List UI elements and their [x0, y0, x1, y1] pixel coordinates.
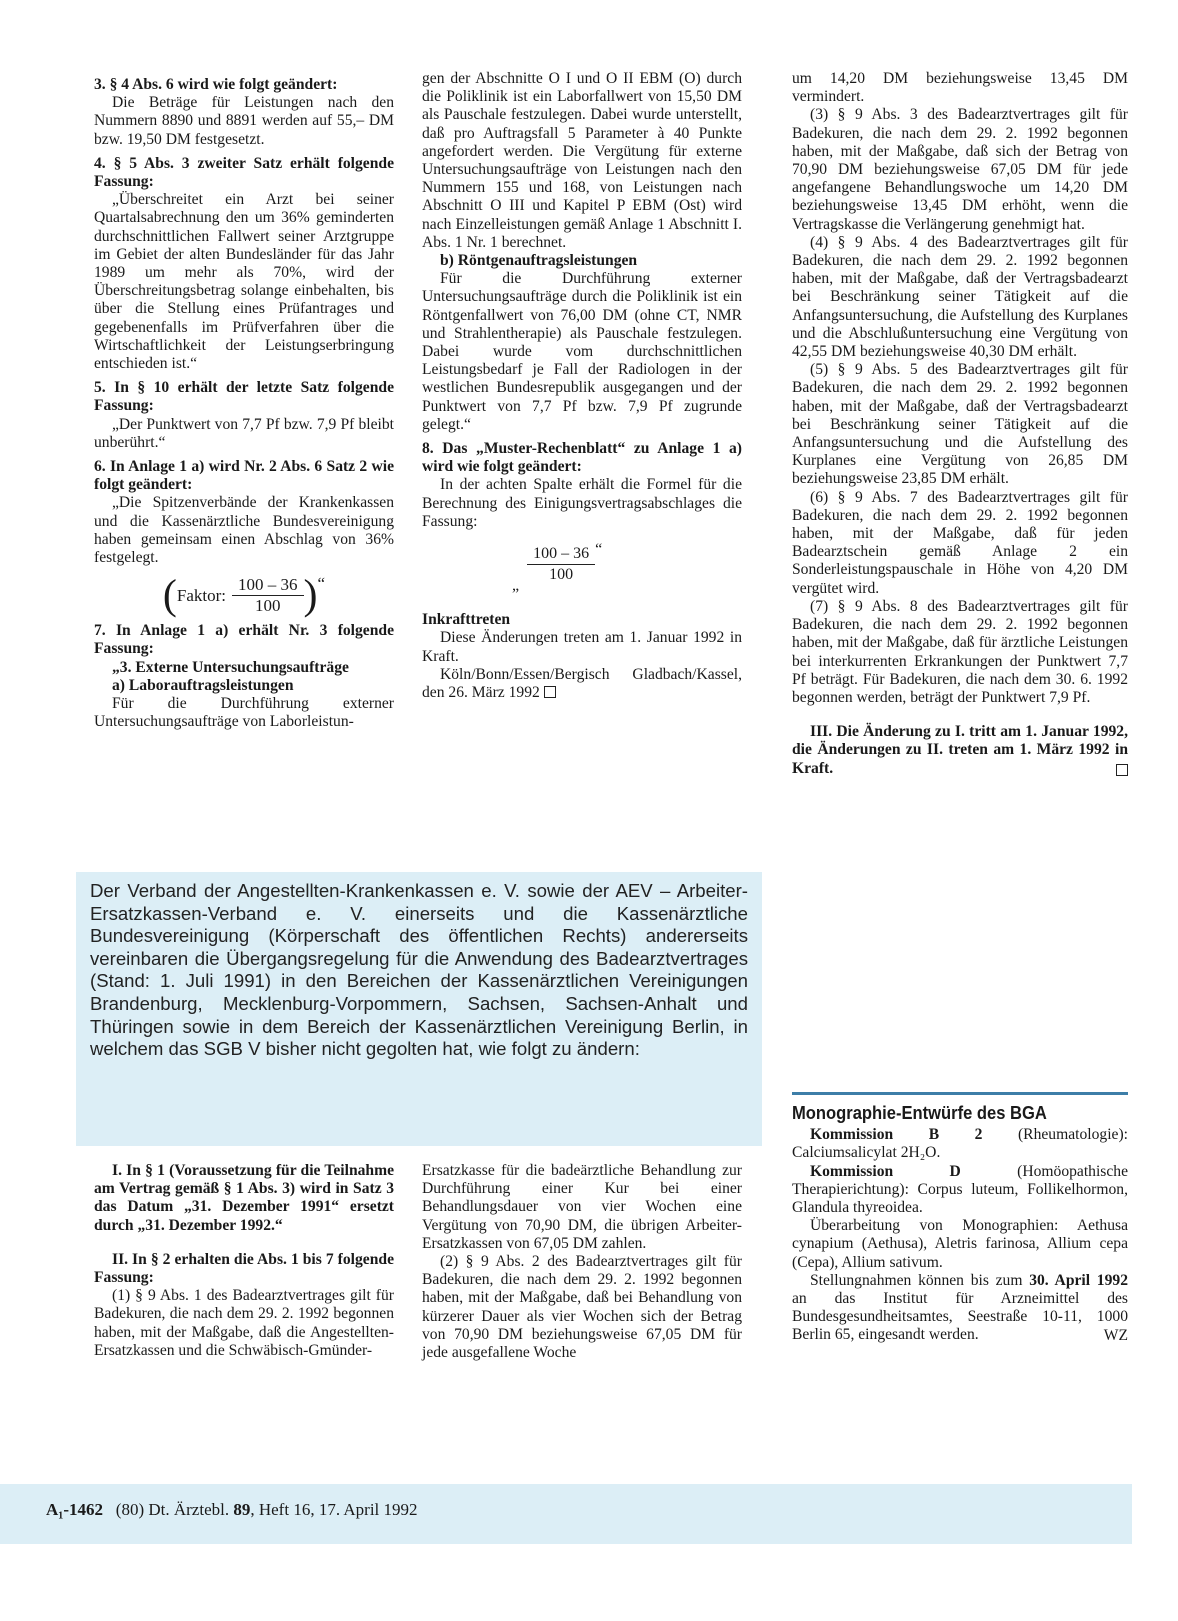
fraction-denominator: 100 [255, 596, 281, 616]
closing-quote: “ [595, 541, 603, 559]
paragraph: um 14,20 DM beziehungsweise 13,45 DM vermindert. [792, 70, 1128, 106]
paragraph: Für die Durchführung externer Untersuchungsaufträge durch die Poliklinik ist ein Röntgenfallwert von 76,00 DM (ohne CT, NMR und Strahlentherapie) als Pauschale festzulegen. Dabei wurde vom durchschnittlichen Leistungsbedarf je Fall der Radiologen in der westlichen Bundesrepublik ausgegangen und der Punktwert von 7,7 Pf bzw. 7,9 Pf zugrunde gelegt.“ [422, 270, 742, 433]
fraction [232, 575, 304, 616]
monographie-section [792, 1104, 1128, 1345]
paragraph: (1) § 9 Abs. 1 des Badearztvertrages gilt für Badekuren, die nach dem 29. 2. 1992 begonnen haben, mit der Maßgabe, daß die Angestellten-Ersatzkassen und die Schwäbisch-Gmünder- [94, 1287, 394, 1359]
lower-left-column [94, 1162, 394, 1360]
fraction-denominator: 100 [549, 565, 574, 583]
paragraph: gen der Abschnitte O I und O II EBM (O) durch die Poliklinik ist ein Laborfallwert von 15,50 DM als Pauschale festzulegen. Dabei wurde unterstellt, daß pro Auftragsfall 5 Parameter à 40 Punkte angefordert werden. Die Vergütung für externe Untersuchungsaufträge von Leistungen nach den Nummern 155 und 168, von Leistungen nach Abschnitt O III und Kapitel P EBM (Ost) wird nach Einzelleistungen gemäß Anlage 1 Abschnitt I. Abs. 1 Nr. 1 berechnet. [422, 70, 742, 251]
paragraph: (3) § 9 Abs. 3 des Badearztvertrages gilt für Badekuren, die nach dem 29. 2. 1992 begonnen haben, mit der Maßgabe, daß sich der Betrag von 70,90 DM beziehungsweise 67,05 DM für jede angefangene Behandlungswoche um 14,20 DM beziehungsweise 13,45 DM erhöht, wenn die Vertragskasse die Verlängerung genehmigt hat. [792, 106, 1128, 233]
paragraph: (5) § 9 Abs. 5 des Badearztvertrages gilt für Badekuren, die nach dem 29. 2. 1992 begonnen haben, mit der Maßgabe, daß der Vertragsbadearzt bei Beschränkung seiner Tätigkeit auf die Anfangsuntersuchung und die Aufstellung des Kurplanes eine Vergütung von 26,85 DM beziehungsweise 23,85 DM erhält. [792, 361, 1128, 488]
paragraph: Stellungnahmen können bis zum 30. April 1992 an das Institut für Arzneimittel des Bundesgesundheitsamtes, Seestraße 10-11, 1000 Berlin 65, eingesandt werden. [792, 1271, 1128, 1344]
footer-citation [46, 1500, 418, 1520]
formula: (Faktor: $\frac{100 - 36}{100}$ )“ [162, 572, 326, 619]
author-initials: WZ [1103, 1326, 1128, 1344]
section-heading: 6. In Anlage 1 a) wird Nr. 2 Abs. 6 Satz 2 wie folgt geändert: [94, 458, 394, 494]
section-heading: 4. § 5 Abs. 3 zweiter Satz erhält folgende Fassung: [94, 154, 394, 191]
paragraph: Kommission D (Homöopathische Therapierichtung): Corpus luteum, Follikelhormon, Glandula thyreoidea. [792, 1162, 1129, 1217]
paragraph: Diese Änderungen treten am 1. Januar 1992 in Kraft. [422, 629, 742, 665]
effective-date-note: III. Die Änderung zu I. tritt am 1. Januar 1992, die Änderungen zu II. treten am 1. März 1992 in Kraft. [792, 723, 1128, 777]
subheading: „3. Externe Untersuchungsaufträge [112, 658, 349, 676]
fraction [527, 544, 595, 585]
journal-name: (80) Dt. Ärztebl. [115, 1500, 234, 1519]
closing-quote: “ [317, 574, 326, 594]
end-mark-icon [1116, 764, 1128, 776]
intro-box: Der Verband der Angestellten-Krankenkassen e. V. sowie der AEV – Arbeiter-Ersatzkassen-Verband e. V. einerseits und die Kassenärztliche Bundesvereinigung (Körperschaft des öffentlichen Rechts) andererseits vereinbaren die Übergangsregelung für die Anwendung des Badearztvertrages (Stand: 1. Juli 1991) in den Bereichen der Kassenärztlichen Vereinigungen Brandenburg, Mecklenburg-Vorpommern, Sachsen, Sachsen-Anhalt und Thüringen sowie in dem Bereich der Kassenärztlichen Vereinigung Berlin, in welchem das SGB V bisher nicht gegolten hat, wie folgt zu ändern: [76, 872, 762, 1146]
section-heading: Inkrafttreten [422, 611, 511, 629]
section-heading: 5. In § 10 erhält der letzte Satz folgende Fassung: [94, 379, 394, 415]
issue-date: , Heft 16, 17. April 1992 [250, 1500, 418, 1519]
volume: 89 [233, 1500, 251, 1519]
right-column [792, 70, 1128, 778]
end-mark-icon [544, 686, 556, 698]
section-heading: 3. § 4 Abs. 6 wird wie folgt geändert: [94, 76, 338, 93]
subheading: a) Laborauftragsleistungen [112, 676, 294, 694]
formula [512, 541, 742, 595]
paragraph: „Überschreitet ein Arzt bei seiner Quartalsabrechnung den um 36% geminderten durchschnittlichen Fallwert seiner Arztgruppe im Gebiet der alten Bundesländer für das Jahr 1989 um mehr als 70%, wird der Überschreitungsbetrag solange einbehalten, bis über die Stellung eines Prüfantrages und gegebenenfalls im Prüfverfahren über die Wirtschaftlichkeit der Leistungserbringung entschieden ist.“ [94, 191, 394, 373]
section-heading: I. In § 1 (Voraussetzung für die Teilnahme am Vertrag gemäß § 1 Abs. 3) wird in Satz 3 das Datum „31. Dezember 1991“ ersetzt durch „31. Dezember 1992.“ [94, 1162, 394, 1234]
paragraph: Die Beträge für Leistungen nach den Nummern 8890 und 8891 werden auf 55,– DM bzw. 19,50 DM festgesetzt. [94, 94, 394, 148]
paragraph: In der achten Spalte erhält die Formel für die Berechnung des Einigungsvertragsabschlages die Fassung: [422, 476, 742, 530]
left-column [94, 70, 394, 732]
paragraph: Für die Durchführung externer Untersuchungsaufträge von Laborleistun- [94, 695, 394, 731]
place-and-date: Köln/Bonn/Essen/Bergisch Gladbach/Kassel, den 26. März 1992 [422, 665, 742, 702]
paragraph: (2) § 9 Abs. 2 des Badearztvertrages gilt für Badekuren, die nach dem 29. 2. 1992 begonnen haben, mit der Maßgabe, daß bei Behandlung von kürzerer Dauer als vier Wochen sich der Betrag von 70,90 DM beziehungsweise 67,05 DM für jede ausgefallene Woche [422, 1253, 742, 1362]
paragraph: (6) § 9 Abs. 7 des Badearztvertrages gilt für Badekuren, die nach dem 29. 2. 1992 begonnen haben, mit der Maßgabe, daß für jeden Badearztschein gemäß Anlage 2 ein Sonderleistungspauschale in Höhe von 4,20 DM vergütet wird. [792, 488, 1128, 597]
section-divider [792, 1092, 1128, 1095]
section-title: Monographie-Entwürfe des BGA [792, 1103, 1047, 1123]
paragraph: (7) § 9 Abs. 8 des Badearztvertrages gilt für Badekuren, die nach dem 29. 2. 1992 begonnen haben, mit der Maßgabe, daß für ärztliche Leistungen bei interkurrenten Erkrankungen der Punktwert 7,7 Pf beträgt. Für Badekuren, die nach dem 30. 6. 1992 begonnen werden, beträgt der Punktwert 7,9 Pf. [792, 597, 1128, 706]
paragraph: „Die Spitzenverbände der Krankenkassen und die Kassenärztliche Bundesvereinigung haben gemeinsam einen Abschlag von 36% festgelegt. [94, 494, 394, 567]
paragraph: (4) § 9 Abs. 4 des Badearztvertrages gilt für Badekuren, die nach dem 29. 2. 1992 begonnen haben, mit der Maßgabe, daß der Vertragsbadearzt bei Beschränkung seiner Tätigkeit auf die Anfangsuntersuchung, die Aufstellung des Kurplanes und die Abschlußuntersuchung eine Vergütung von 42,55 DM beziehungsweise 40,30 DM erhält. [792, 233, 1128, 361]
formula-label: Faktor: [176, 585, 227, 605]
lower-middle-column [422, 1162, 742, 1362]
section-heading: II. In § 2 erhalten die Abs. 1 bis 7 folgende Fassung: [94, 1250, 394, 1287]
middle-column [422, 70, 742, 702]
subheading: b) Röntgenauftragsleistungen [440, 252, 638, 270]
paragraph: Überarbeitung von Monographien: Aethusa cynapium (Aethusa), Aletris farinosa, Allium cepa (Cepa), Allium sativum. [792, 1217, 1128, 1271]
section-heading: 7. In Anlage 1 a) erhält Nr. 3 folgende Fassung: [94, 622, 394, 658]
paragraph: Ersatzkasse für die badeärztliche Behandlung zur Durchführung einer Kur bei einer Behandlungsdauer von vier Wochen eine Vergütung von 70,90 DM, die übrigen Arbeiter-Ersatzkassen von 67,05 DM zahlen. [422, 1162, 742, 1252]
page-number: A₁-1462 [46, 1500, 104, 1519]
fraction-numerator: 100 – 36 [527, 544, 595, 565]
fraction-numerator: 100 – 36 [232, 575, 304, 596]
opening-quote: „ [512, 577, 520, 595]
section-heading: 8. Das „Muster-Rechenblatt“ zu Anlage 1 a) wird wie folgt geändert: [422, 440, 742, 476]
paragraph: „Der Punktwert von 7,7 Pf bzw. 7,9 Pf bleibt unberührt.“ [94, 415, 394, 451]
paragraph: Kommission B 2 (Rheumatologie): Calciumsalicylat 2H₂O. [792, 1126, 1128, 1162]
